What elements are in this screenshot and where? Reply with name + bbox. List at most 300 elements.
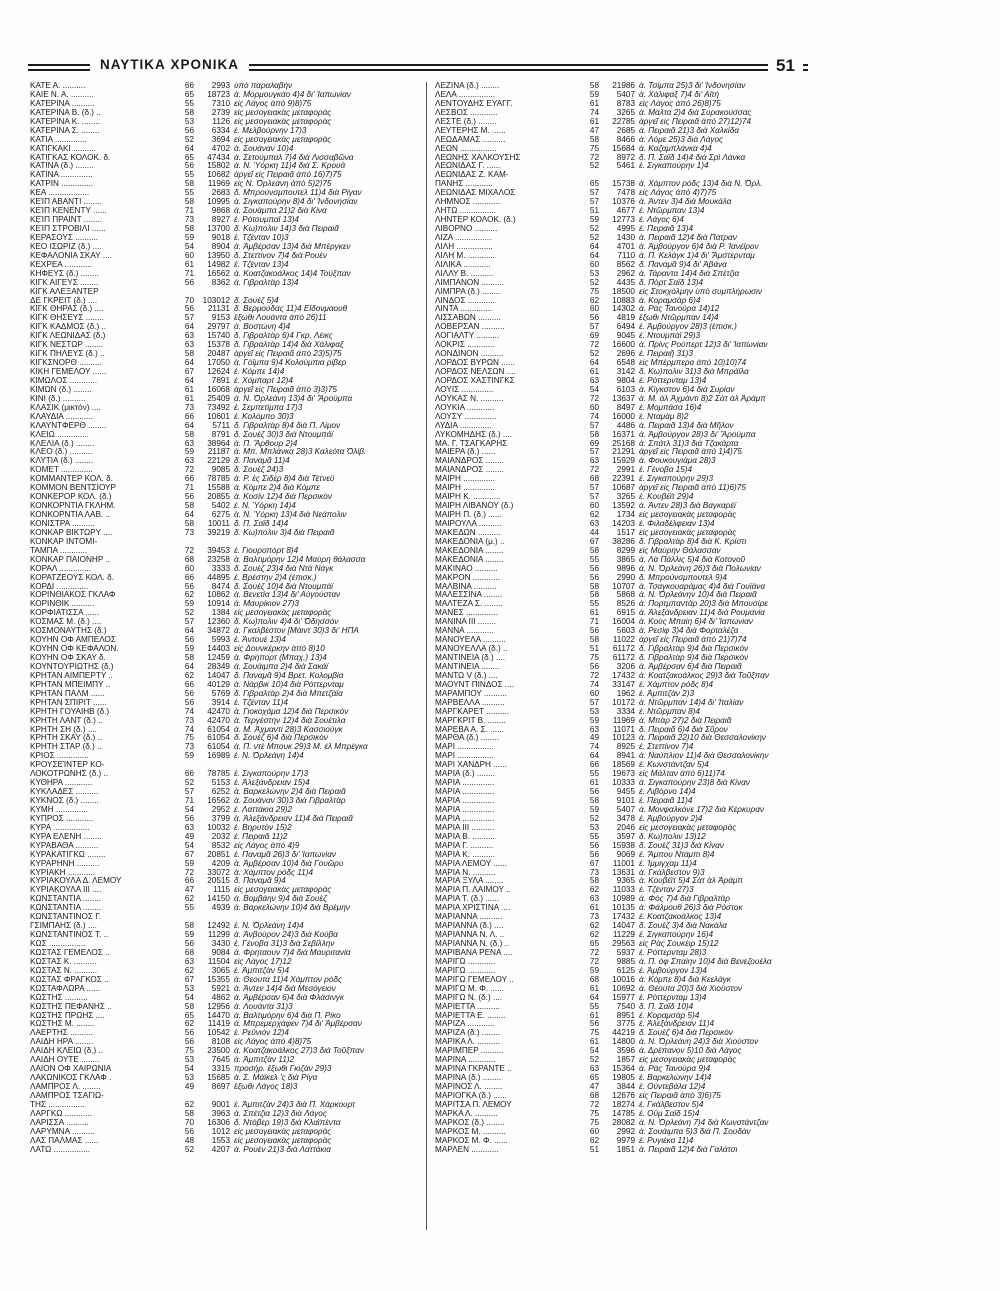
build-year: 73 bbox=[184, 716, 194, 725]
tonnage: 8941 bbox=[616, 752, 635, 761]
tonnage: 15938 bbox=[612, 841, 635, 850]
ship-entry-row bbox=[30, 100, 420, 109]
build-year: 56 bbox=[589, 788, 599, 797]
tonnage: 8526 bbox=[616, 600, 635, 609]
ship-entry-row bbox=[435, 761, 827, 770]
ship-entry-row bbox=[30, 994, 420, 1003]
tonnage: 10914 bbox=[207, 600, 230, 609]
ship-entry-row bbox=[435, 600, 827, 609]
tonnage: 61054 bbox=[207, 725, 230, 734]
ship-entry-row bbox=[30, 1012, 420, 1021]
ship-name: ΚΡΟΥΣΕΊΝΤΕΡ ΚΟ- bbox=[30, 761, 105, 770]
ship-entry-row bbox=[30, 860, 420, 869]
tonnage: 10123 bbox=[612, 734, 635, 743]
tonnage: 7891 bbox=[211, 376, 230, 385]
ship-entry-row bbox=[435, 591, 827, 600]
position-note: ἐ. Ντουμπάϊ 29)3 bbox=[639, 332, 701, 341]
build-year: 55 bbox=[184, 171, 194, 180]
ship-name: ΚΟΝΚΕΡΟΡ ΚΟΛ. (δ.) bbox=[30, 493, 112, 502]
tonnage: 10707 bbox=[612, 582, 635, 591]
tonnage: 4701 bbox=[616, 242, 635, 251]
tonnage: 14203 bbox=[612, 519, 635, 528]
ship-name: ΚΑΙΕ Ν. Α. .......... bbox=[30, 90, 94, 99]
ship-name: ΜΑΡΚΟΣ Μ. .......... bbox=[435, 1127, 506, 1136]
position-note: ἀ. Σουάιμπα 5)3 διὰ Π. Σουδὰν bbox=[639, 1127, 751, 1136]
build-year: 66 bbox=[184, 770, 194, 779]
tonnage: 8474 bbox=[211, 582, 230, 591]
position-note: δ. Γιβραλτὰρ 8)4 διὰ Π. Λίμον bbox=[234, 421, 341, 430]
ship-name: ΚΙΓΚ ΠΗΛΕΥΣ (δ.) .. bbox=[30, 350, 105, 359]
ship-entry-row bbox=[435, 413, 827, 422]
build-year: 52 bbox=[589, 350, 599, 359]
position-note: ὑπὸ παραλαβὴν bbox=[234, 82, 293, 90]
ship-name: ΜΑΡΙΑ Τ. (δ.) ...... bbox=[435, 895, 500, 904]
position-note: δ. Σουὲζ 23)4 διὰ Ντὰ Νάγκ bbox=[234, 564, 334, 573]
tonnage: 19673 bbox=[612, 770, 635, 779]
position-note: ἐ. Ἀντουὲ 13)4 bbox=[234, 636, 286, 645]
ship-name: ΜΑΡΙΑ Β. .......... bbox=[435, 832, 496, 841]
ship-entry-row bbox=[30, 967, 420, 976]
build-year: 63 bbox=[589, 376, 599, 385]
ship-name: ΜΑΡΙΓΩ Ν. (δ.) .... bbox=[435, 993, 503, 1002]
position-note: ἐ. Μομπάσα 16)4 bbox=[639, 403, 702, 412]
ship-entry-row bbox=[30, 922, 420, 931]
ship-entry-row bbox=[435, 985, 827, 994]
ship-entry-row bbox=[435, 672, 827, 681]
ship-name: ΚΟΝΚΟΡΝΤΙΑ ΓΚΛΗΜ. bbox=[30, 502, 116, 511]
ship-name: ΚΕΊΠ ΑΒΑΝΤΙ ........ bbox=[30, 198, 102, 207]
build-year: 64 bbox=[184, 662, 194, 671]
tonnage: 14785 bbox=[612, 1109, 635, 1118]
build-year: 70 bbox=[184, 296, 194, 305]
position-note: εἰς μεσογειακὰς μεταφορὰς bbox=[234, 886, 332, 895]
ship-name: ΚΙΜΩΝ (δ.) ........ bbox=[30, 385, 92, 394]
tonnage: 39453 bbox=[207, 546, 230, 555]
ship-name: ΜΑΡΙΤΣΑ Π. ΛΕΜΟΥ bbox=[435, 1100, 512, 1109]
ship-entry-row bbox=[30, 475, 420, 484]
tonnage: 9455 bbox=[616, 788, 635, 797]
tonnage: 12624 bbox=[207, 368, 230, 376]
build-year: 59 bbox=[184, 859, 194, 868]
tonnage: 9153 bbox=[211, 314, 230, 323]
ship-entry-row bbox=[435, 752, 827, 761]
position-note: ἀ. Ἀμβέρσαν 6)4 διὰ Φλάσινγκ bbox=[234, 993, 344, 1002]
tonnage: 2685 bbox=[616, 126, 635, 135]
tonnage: 21291 bbox=[612, 448, 635, 457]
build-year: 62 bbox=[589, 296, 599, 305]
position-note: ἐ. Σιγκαπούρην 16)4 bbox=[639, 931, 714, 940]
ship-list-right-column bbox=[435, 82, 827, 1155]
position-note: ἀ. Πειραιᾶ 12)4 διὰ Γαλάτσι bbox=[639, 1145, 738, 1154]
tonnage: 33147 bbox=[612, 680, 635, 689]
tonnage: 10989 bbox=[612, 895, 635, 904]
ship-entry-row bbox=[435, 886, 827, 895]
build-year: 61 bbox=[589, 117, 599, 126]
position-note: εἰς μεσογειακὰς μεταφορὰς bbox=[639, 1056, 737, 1065]
build-year: 58 bbox=[184, 654, 194, 662]
position-note: ἐ. Ρόττερνταμ 28)3 bbox=[639, 948, 707, 957]
ship-name: ΚΩΝΣΤΑΝΤΙΑ ........ bbox=[30, 904, 102, 913]
build-year: 59 bbox=[589, 966, 599, 975]
ship-name: ΚΩΣΤΑΣ ΓΕΜΕΛΟΣ .. bbox=[30, 948, 110, 957]
build-year: 58 bbox=[184, 922, 194, 931]
tonnage: 5711 bbox=[212, 421, 230, 430]
build-year: 74 bbox=[589, 108, 599, 117]
position-note: εἰς μεσογειακὰς μεταφορὰς bbox=[234, 117, 332, 126]
ship-entry-row bbox=[435, 198, 827, 207]
build-year: 61 bbox=[589, 99, 599, 108]
position-note: ἔξωθι Λουάντα ἀπὸ 26)11 bbox=[234, 314, 327, 323]
tonnage: 6252 bbox=[211, 788, 230, 797]
tonnage: 11299 bbox=[207, 931, 230, 940]
tonnage: 1012 bbox=[211, 1127, 230, 1136]
ship-entry-row bbox=[30, 824, 420, 833]
build-year: 53 bbox=[589, 707, 599, 716]
tonnage: 13700 bbox=[207, 225, 230, 233]
build-year: 52 bbox=[589, 814, 599, 823]
position-note: ἀ. Μπ. Μπλάνκα 28)3 Καλεότα Ὀλίβ. bbox=[234, 448, 367, 457]
position-note: ἔξωθι Ντῶρμπαν 14)4 bbox=[639, 314, 719, 323]
build-year: 62 bbox=[184, 895, 194, 904]
ship-entry-row bbox=[30, 341, 420, 350]
tonnage: 23500 bbox=[207, 1047, 230, 1056]
ship-name: ΜΑΙΑΝΔΡΟΣ ........ bbox=[435, 457, 504, 466]
ship-entry-row bbox=[30, 448, 420, 457]
ship-name: ΛΙΝΤΑ .............. bbox=[435, 305, 493, 314]
tonnage: 61054 bbox=[207, 734, 230, 743]
tonnage: 16306 bbox=[207, 1118, 230, 1127]
tonnage: 5603 bbox=[616, 627, 635, 636]
build-year: 72 bbox=[184, 868, 194, 877]
tonnage: 8108 bbox=[211, 1038, 230, 1047]
build-year: 74 bbox=[589, 743, 599, 752]
build-year: 61 bbox=[184, 260, 194, 269]
tonnage: 2991 bbox=[616, 466, 635, 475]
ship-entry-row bbox=[30, 359, 420, 368]
ship-name: ΚΩΣΤΗΣ Μ. ........ bbox=[30, 1020, 95, 1029]
build-year: 65 bbox=[589, 940, 599, 948]
ship-name: ΜΑΡΚΟΣ Μ. Φ. ...... bbox=[435, 1136, 508, 1145]
ship-entry-row bbox=[30, 82, 420, 91]
ship-entry-row bbox=[435, 824, 827, 833]
build-year: 58 bbox=[184, 225, 194, 233]
tonnage: 5993 bbox=[211, 636, 230, 645]
tonnage: 13592 bbox=[612, 502, 635, 511]
build-year: 61 bbox=[589, 779, 599, 788]
ship-entry-row bbox=[30, 189, 420, 198]
tonnage: 4939 bbox=[211, 904, 230, 913]
ship-name: ΚΟΝΚΟΡΝΤΙΑ ΛΑΒ. .. bbox=[30, 511, 111, 519]
build-year: 68 bbox=[184, 555, 194, 564]
tonnage: 14047 bbox=[207, 671, 230, 680]
ship-entry-row bbox=[435, 743, 827, 752]
ship-name: ΚΛΥΤΙΑ (δ.) ........ bbox=[30, 457, 94, 466]
build-year: 61 bbox=[589, 1011, 599, 1020]
position-note: δ. Κω)πολιν 3)4 διὰ Πειραιᾶ bbox=[234, 528, 335, 537]
build-year: 60 bbox=[589, 260, 599, 269]
ship-name: ΛΑΡΙΣΣΑ .......... bbox=[30, 1118, 89, 1127]
ship-name: ΜΑΚΕΔΟΝΙΑ ........ bbox=[435, 555, 504, 564]
position-note: ἀ. Ἀντεν 28)3 διὰ Βαγκαρέϊ bbox=[639, 502, 736, 511]
ship-name: ΚΥΡΑΚΑΤΙΓΚΩ ........ bbox=[30, 850, 106, 859]
ship-entry-row bbox=[30, 770, 420, 779]
position-note: προσὴρ. ἔξωθι Γκιζὰν 29)3 bbox=[234, 1065, 332, 1074]
build-year: 52 bbox=[184, 609, 194, 618]
ship-name: ΛΙΝΔΟΣ ............ bbox=[435, 296, 495, 305]
position-note: ἐ. Ντῶρμπαν 13)4 bbox=[639, 207, 705, 216]
tonnage: 4995 bbox=[616, 225, 635, 233]
position-note: δ. Γιβραλτὰρ 9)4 διὰ Περσικὸν bbox=[639, 645, 749, 654]
ship-name: ΛΟΒΕΡΣΑΝ .......... bbox=[435, 323, 505, 332]
build-year: 58 bbox=[184, 180, 194, 189]
tonnage: 9018 bbox=[211, 233, 230, 242]
build-year: 64 bbox=[184, 144, 194, 153]
ship-name: ΚΥΡΑ ΕΛΕΝΗ ........ bbox=[30, 832, 102, 841]
position-note: ἀ. Γκαλβέστον [Μάιντ 30)3 δι' ΗΠΑ bbox=[234, 627, 359, 636]
tonnage: 17050 bbox=[207, 359, 230, 368]
build-year: 51 bbox=[589, 1145, 599, 1154]
tonnage: 1430 bbox=[616, 233, 635, 242]
ship-entry-row bbox=[435, 243, 827, 252]
ship-name: ΚΕΑ .................. bbox=[30, 189, 90, 198]
build-year: 62 bbox=[184, 966, 194, 975]
build-year: 57 bbox=[589, 421, 599, 430]
tonnage: 21986 bbox=[612, 82, 635, 90]
ship-entry-row bbox=[435, 1128, 827, 1137]
build-year: 62 bbox=[184, 591, 194, 600]
build-year: 58 bbox=[184, 1109, 194, 1118]
ship-entry-row bbox=[30, 1020, 420, 1029]
build-year: 68 bbox=[589, 475, 599, 484]
ship-entry-row bbox=[30, 118, 420, 127]
ship-entry-row bbox=[30, 627, 420, 636]
ship-name: ΚΙΓΚ ΘΗΣΕΥΣ ........ bbox=[30, 314, 104, 323]
position-note: ἐ. Κόμπε 14)4 bbox=[234, 368, 285, 376]
ship-name: ΜΑΡΙΕΤΤΑ .......... bbox=[435, 1002, 500, 1011]
ship-entry-row bbox=[30, 565, 420, 574]
ship-name: ΛΙΛΗ Μ. ............ bbox=[435, 251, 496, 260]
build-year: 56 bbox=[184, 582, 194, 591]
position-note: ἐ. Ρυγιέκα 11)4 bbox=[639, 1136, 694, 1145]
ship-entry-row bbox=[435, 109, 827, 118]
position-note: δ. Σουὲζ 6)4 διὰ Περσικὸν bbox=[639, 1029, 733, 1038]
position-note: ἀ. Σουάναν 30)3 διὰ Γιβραλτὰρ bbox=[234, 797, 346, 805]
tonnage: 10376 bbox=[612, 198, 635, 207]
ship-name: ΜΑΡΙΟΓΚΑ (δ.) ...... bbox=[435, 1091, 507, 1100]
tonnage: 10542 bbox=[207, 1029, 230, 1038]
position-note: εἰς Μάλταν ἀπὸ 6)11)74 bbox=[639, 770, 725, 779]
position-note: ἐ. Στεττίνον 7)4 bbox=[639, 743, 694, 752]
ship-entry-row bbox=[435, 162, 827, 171]
position-note: ἀ. Μορμουγκάο 4)4 δι' Ἰαπωνίαν bbox=[234, 90, 351, 99]
tonnage: 1553 bbox=[211, 1136, 230, 1145]
tonnage: 3206 bbox=[616, 662, 635, 671]
build-year: 56 bbox=[589, 564, 599, 573]
ship-name: ΜΑΛΒΙΝΑ .......... bbox=[435, 582, 497, 591]
ship-name: ΚΑΤΙΝΑ .............. bbox=[30, 171, 93, 180]
ship-name: ΚΛΑΣΙΚ (μικτόν) .... bbox=[30, 403, 101, 412]
tonnage: 6103 bbox=[616, 385, 635, 394]
ship-entry-row bbox=[435, 475, 827, 484]
page-header bbox=[28, 57, 808, 76]
ship-entry-row bbox=[30, 931, 420, 940]
position-note: ἀ. Θεουτα 11)4 Χάμπτον ρόδς bbox=[234, 975, 342, 984]
ship-entry-row bbox=[435, 341, 827, 350]
ship-name: ΜΑΙΡΗ Κ. ............ bbox=[435, 493, 501, 502]
ship-entry-row bbox=[30, 1056, 420, 1065]
position-note: ἐ. Κωνστάντζαν 5)4 bbox=[639, 761, 709, 770]
position-note: ἐ. Τζένταν 10)3 bbox=[234, 233, 289, 242]
tonnage: 1734 bbox=[616, 511, 635, 519]
ship-name: ΚΥΘΗΡΑ ............ bbox=[30, 779, 93, 788]
build-year: 72 bbox=[589, 341, 599, 350]
ship-entry-row bbox=[30, 591, 420, 600]
tonnage: 15355 bbox=[207, 975, 230, 984]
tonnage: 4677 bbox=[616, 207, 635, 216]
tonnage: 5461 bbox=[616, 162, 635, 171]
ship-entry-row bbox=[30, 413, 420, 422]
build-year: 49 bbox=[589, 734, 599, 743]
position-note: εἰς Στοκχόλμην ὑπὸ συμπλήρωσιν bbox=[639, 287, 762, 296]
build-year: 64 bbox=[184, 323, 194, 332]
tonnage: 4209 bbox=[211, 859, 230, 868]
build-year: 59 bbox=[184, 645, 194, 654]
ship-name: ΜΑΡΙ ΧΑΝΔΡΗ ...... bbox=[435, 761, 507, 770]
ship-name: ΚΩΣΤΑΣ ΦΡΑΓΚΟΣ .. bbox=[30, 975, 109, 984]
ship-name: ΚΩΣΤΑΦΛΩΡΑ ...... bbox=[30, 984, 101, 993]
tonnage: 21187 bbox=[207, 448, 230, 457]
tonnage: 1517 bbox=[616, 528, 635, 537]
ship-name: ΜΑΡΙΑ Ν. .......... bbox=[435, 868, 496, 877]
build-year: 56 bbox=[184, 636, 194, 645]
ship-entry-row bbox=[30, 1047, 420, 1056]
ship-name: ΛΑΜΠΡΟΣ Λ. ........ bbox=[30, 1083, 101, 1091]
ship-entry-row bbox=[30, 734, 420, 743]
build-year: 55 bbox=[589, 832, 599, 841]
build-year: 62 bbox=[184, 1020, 194, 1029]
ship-name: ΜΑΡΙΑ ΧΡΙΣΤΙΝΑ .... bbox=[435, 904, 511, 913]
build-year: 73 bbox=[589, 868, 599, 877]
position-note: ἀ. Τσαγκουαράμας 4)4 διὰ Γουϊάνα bbox=[639, 582, 766, 591]
tonnage: 34872 bbox=[207, 627, 230, 636]
position-note: ἀ. Μπὰρ 27)2 διὰ Πειραιᾶ bbox=[639, 716, 732, 725]
ship-entry-row bbox=[435, 386, 827, 395]
position-note: ἀ. Βαλτιμόρην 6)4 διὰ Π. Ρίκο bbox=[234, 1011, 341, 1020]
tonnage: 15364 bbox=[612, 1065, 635, 1074]
ship-entry-row bbox=[435, 833, 827, 842]
ship-entry-row bbox=[30, 162, 420, 171]
ship-entry-row bbox=[435, 91, 827, 100]
ship-entry-row bbox=[435, 538, 827, 547]
build-year: 74 bbox=[184, 725, 194, 734]
ship-entry-row bbox=[30, 377, 420, 386]
ship-name: ΚΩΝΣΤΑΝΤΙΝΟΣ Γ. bbox=[30, 913, 102, 922]
tonnage: 9896 bbox=[616, 564, 635, 573]
position-note: ἀ. Κουβέϊτ 5)4 Σὰτ ἀλ Ἀράμπ bbox=[639, 877, 743, 886]
ship-entry-row bbox=[435, 788, 827, 797]
build-year: 62 bbox=[589, 886, 599, 895]
build-year: 67 bbox=[184, 850, 194, 859]
position-note: δ. Κω)πολιν 14)3 διὰ Πειραιᾶ bbox=[234, 225, 339, 233]
position-note: ἀργεῖ εἰς Πειραιᾶ ἀπὸ 27)12)74 bbox=[639, 117, 752, 126]
build-year: 63 bbox=[184, 439, 194, 448]
tonnage: 14302 bbox=[612, 305, 635, 314]
ship-name: ΚΡΗΤΗ ΛΑΝΤ (δ.) .. bbox=[30, 716, 103, 725]
tonnage: 15740 bbox=[207, 332, 230, 341]
ship-entry-row bbox=[435, 779, 827, 788]
position-note: ἐ. Κοραμσὰρ 5)4 bbox=[639, 1011, 700, 1020]
tonnage: 7310 bbox=[211, 99, 230, 108]
ship-entry-row bbox=[435, 815, 827, 824]
build-year: 56 bbox=[184, 493, 194, 502]
ship-entry-row bbox=[435, 440, 827, 449]
position-note: ἀ. Λὰ Πάλλις 5)4 διὰ Κοτονοῦ bbox=[639, 555, 746, 564]
column-divider bbox=[426, 82, 427, 1230]
tonnage: 3865 bbox=[616, 555, 635, 564]
ship-name: ΛΟΡΔΟΣ ΝΕΛΣΩΝ .... bbox=[435, 368, 516, 376]
tonnage: 23258 bbox=[207, 555, 230, 564]
ship-entry-row bbox=[435, 502, 827, 511]
tonnage: 9365 bbox=[616, 877, 635, 886]
ship-entry-row bbox=[30, 949, 420, 958]
ship-entry-row bbox=[30, 600, 420, 609]
ship-name: ΛΙΛΛΥ Β. .......... bbox=[435, 269, 494, 278]
ship-entry-row bbox=[435, 949, 827, 958]
ship-entry-row bbox=[30, 404, 420, 413]
ship-name: ΜΑΝΤΙΝΕΙΑ ........ bbox=[435, 662, 500, 671]
position-note: ἀ. Π. Ἄρθουρ 2)4 bbox=[234, 439, 298, 448]
ship-entry-row bbox=[30, 788, 420, 797]
tonnage: 8362 bbox=[211, 278, 230, 287]
position-note: ἀ. Φρήπορτ (Μπαχ.) 13)4 bbox=[234, 654, 327, 662]
position-note: ἐ. Πειραιᾶ 11)4 bbox=[639, 797, 693, 805]
ship-name: ΚΡΗΤΑΝ ΑΙΜΠΕΡΤΥ .. bbox=[30, 671, 113, 680]
tonnage: 14800 bbox=[612, 1038, 635, 1047]
tonnage: 10687 bbox=[612, 484, 635, 493]
position-note: ἀ. Ἀντεν 3)4 διὰ Μουκάλα bbox=[639, 198, 732, 207]
ship-name: ΜΑΡΙΑ ΞΥΛΑ ........ bbox=[435, 877, 504, 886]
position-note: ἀ. Κοατζακοάλκος 27)3 διὰ Τοῦξπαν bbox=[234, 1047, 364, 1056]
position-note: ἐ. Σιγκαπούρην 29)3 bbox=[639, 475, 714, 484]
tonnage: 6548 bbox=[616, 359, 635, 368]
build-year: 66 bbox=[184, 475, 194, 484]
position-note: ἀ. Τάραντα 14)4 διὰ Σπέτζια bbox=[639, 269, 740, 278]
tonnage: 20855 bbox=[207, 493, 230, 502]
ship-entry-row bbox=[435, 770, 827, 779]
ship-entry-row bbox=[435, 1012, 827, 1021]
ship-name: ΚΩΣ ................ bbox=[30, 940, 86, 948]
position-note: ἀ. Μονφαλκόνε 17)2 διὰ Κέρκυραν bbox=[639, 805, 765, 814]
ship-name: ΜΑΡΚΑ Λ. .......... bbox=[435, 1109, 498, 1118]
position-note: ἐ. Ν. Ὑόρκη 14)4 bbox=[234, 502, 296, 511]
build-year: 56 bbox=[184, 689, 194, 698]
build-year: 63 bbox=[184, 341, 194, 350]
ship-entry-row bbox=[30, 1119, 420, 1128]
position-note: ἐ. Γιουροπόρτ 8)4 bbox=[234, 546, 299, 555]
position-note: ἀ. Θέουτα 20)3 διὰ Χιούστον bbox=[639, 984, 742, 993]
tonnage: 4207 bbox=[211, 1145, 230, 1154]
build-year: 56 bbox=[589, 627, 599, 636]
ship-entry-row bbox=[435, 708, 827, 717]
build-year: 61 bbox=[184, 394, 194, 403]
ship-entry-row bbox=[435, 904, 827, 913]
ship-entry-row bbox=[30, 672, 420, 681]
tonnage: 13631 bbox=[612, 868, 635, 877]
build-year: 60 bbox=[589, 403, 599, 412]
build-year: 64 bbox=[589, 242, 599, 251]
build-year: 71 bbox=[184, 269, 194, 278]
tonnage: 5868 bbox=[616, 591, 635, 600]
